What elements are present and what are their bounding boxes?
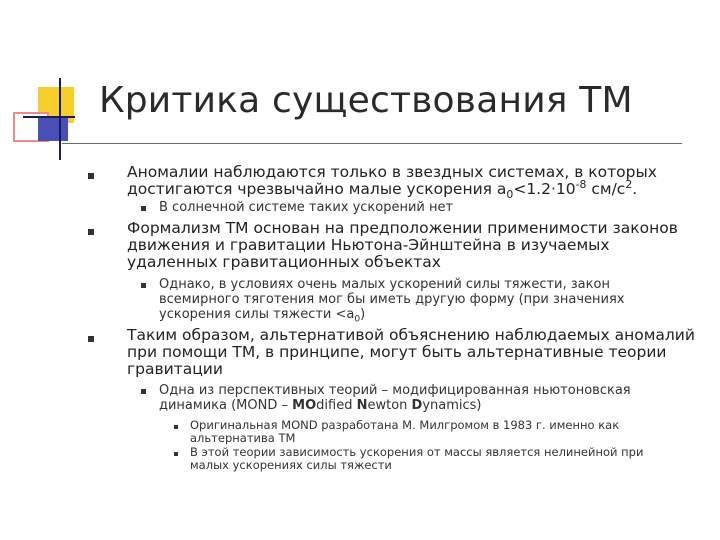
horizontal-line-decoration: [23, 116, 75, 118]
bullet-marker: [88, 229, 94, 235]
bullet-marker: [88, 336, 94, 342]
sub-bullet-marker: [141, 206, 146, 211]
bullet-3-1-2-text: В этой теории зависимость ускорения от массы является нелинейной при малых ускорениях силы тяжести: [190, 445, 644, 472]
title-underline: [62, 143, 682, 144]
bullet-1-1-text: В солнечной системе таких ускорений нет: [159, 200, 454, 215]
bullet-3-text: Таким образом, альтернативой объяснению наблюдаемых аномалий при помощи ТМ, в принципе, могут быть альтернативные теории гравитации: [127, 326, 695, 378]
blue-square-decoration: [38, 117, 68, 141]
sub-bullet-marker: [141, 283, 146, 288]
bullet-2-1-text: Однако, в условиях очень малых ускорений силы тяжести, закон всемирного тяготения мог бы иметь другую форму (при значениях ускорения силы тяжести $<a_0$): [159, 277, 625, 325]
sub-bullet-marker: [141, 389, 146, 394]
vertical-line-decoration: [59, 78, 61, 160]
bullet-2-text: Формализм ТМ основан на предположении применимости законов движения и гравитации Ньютона-Эйнштейна в изучаемых удаленных гравитационных объектах: [127, 219, 678, 271]
bullet-3-1-text: Одна из перспективных теорий – модифицированная ньютоновская динамика (MOND – MOdified Newton Dynamics): [159, 383, 631, 413]
bullet-3-1-1-text: Оригинальная MOND разработана М. Милгромом в 1983 г. именно как альтернатива ТМ: [190, 418, 620, 445]
bullet-marker: [88, 173, 94, 179]
sub-sub-bullet-marker: [174, 425, 178, 429]
slide-title: Критика существования ТМ: [99, 80, 633, 121]
sub-sub-bullet-marker: [174, 452, 178, 456]
bullet-1-text: Аномалии наблюдаются только в звездных системах, в которых достигаются чрезвычайно малые ускорения $a_0<1.2\cdot 10^{-8}$ $см/с^2$.: [127, 163, 657, 202]
